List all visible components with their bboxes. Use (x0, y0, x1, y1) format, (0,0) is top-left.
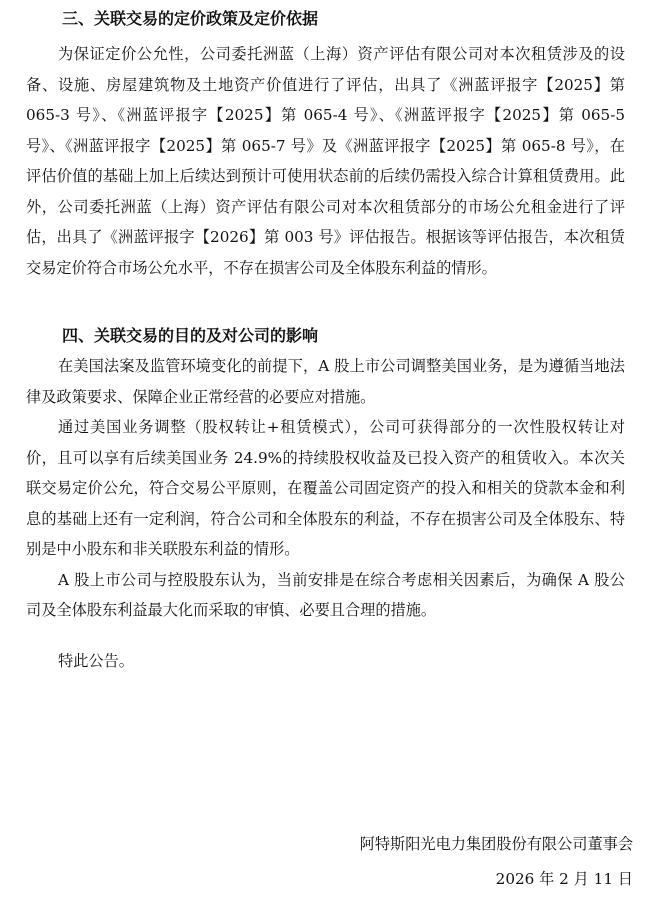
section-4-paragraph-1: 在美国法案及监管环境变化的前提下，A 股上市公司调整美国业务，是为遵循当地法律及政策要求、保障企业正常经营的必要应对措施。 (26, 357, 625, 406)
section-4-paragraph-3: A 股上市公司与控股股东认为，当前安排是在综合考虑相关因素后，为确保 A 股公司及全体股东利益最大化而采取的审慎、必要且合理的措施。 (26, 570, 625, 619)
section-4-paragraph-2: 通过美国业务调整（股权转让+租赁模式），公司可获得部分的一次性股权转让对价，且可以享有后续美国业务 24.9%的持续股权收益及已投入资产的租赁收入。本次关联交易定价公允，符合交易公平原则，在覆盖公司固定资产的投入和相关的贷款本金和利息的基础上还有一定利润，符合公司和全体股东的利益，不存在损害公司及全体股东、特别是中小股东和非关联股东利益的情形。 (26, 418, 625, 558)
signature-company: 阿特斯阳光电力集团股份有限公司董事会 (359, 835, 633, 853)
closing-notice: 特此公告。 (58, 651, 134, 670)
section-3-heading: 三、关联交易的定价政策及定价依据 (62, 9, 319, 28)
signature-date: 2026 年 2 月 11 日 (495, 870, 633, 888)
section-4-heading: 四、关联交易的目的及对公司的影响 (62, 326, 319, 345)
section-3-paragraph-1: 为保证定价公允性，公司委托洲蓝（上海）资产评估有限公司对本次租赁涉及的设备、设施、房屋建筑物及土地资产价值进行了评估，出具了《洲蓝评报字【2025】第 065-3 号》、《洲蓝评报字【2025】第 065-4 号》、《洲蓝评报字【2025】第 065-5 号》、《洲蓝评报字【2025】第 065-7 号》及《洲蓝评报字【2025】第 065-8 号》，在评估价值的基础上加上后续达到预计可使用状态前的后续仍需投入综合计算租赁费用。此外，公司委托洲蓝（上海）资产评估有限公司对本次租赁部分的市场公允租金进行了评估，出具了《洲蓝评报字【2026】第 003 号》评估报告。根据该等评估报告，本次租赁交易定价符合市场公允水平，不存在损害公司及全体股东利益的情形。 (26, 45, 625, 277)
